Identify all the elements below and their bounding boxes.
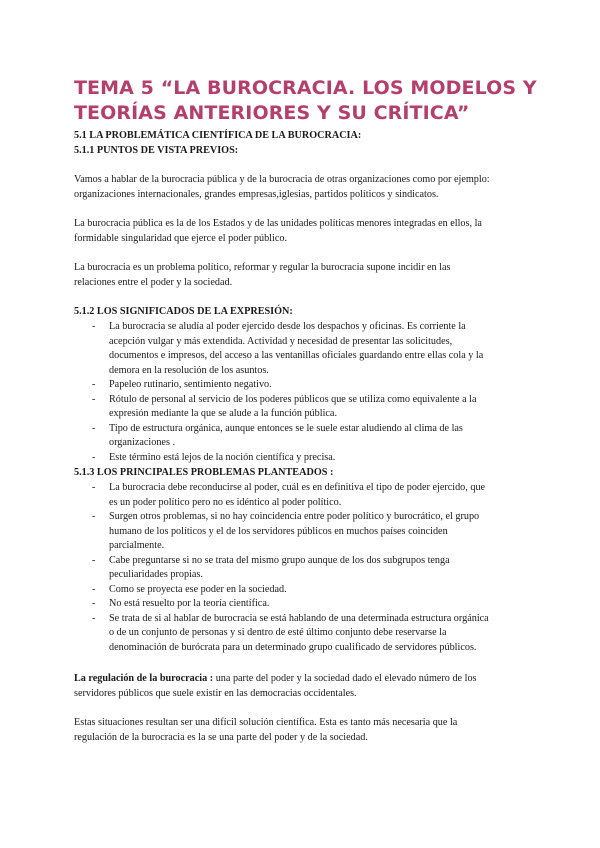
heading-5-1-1: 5.1.1 PUNTOS DE VISTA PREVIOS: [74,144,239,156]
paragraph-line: formidable singularidad que ejerce el poder público. [74,232,288,244]
dash-bullet: - [92,583,96,595]
list-item [92,481,532,510]
regulation-text: una parte del poder y la sociedad dado el elevado número de los [213,673,477,684]
heading-5-1-2: 5.1.2 LOS SIGNIFICADOS DE LA EXPRESIÓN: [74,306,293,317]
list-item-line: o de un conjunto de personas y si dentro de esté último conjunto debe reservarse la [109,627,447,638]
list-item-line: Se trata de si al hablar de burocracia se está hablando de una determinada estructura orgánica [109,612,489,624]
dash-bullet: - [92,321,96,332]
list-item [92,612,532,656]
dash-bullet: - [92,598,96,609]
paragraph-line: organizaciones internacionales, grandes empresas,iglesias, partidos políticos y sindicatos. [74,188,439,200]
paragraph-1 [74,173,524,202]
list-item-line: No está resuelto por la teoría científica. [109,598,270,609]
regulation-label: La regulación de la burocracia : [74,673,214,684]
list-item [92,320,532,378]
list-item-line: Papeleo rutinario, sentimiento negativo. [109,379,272,390]
list-item [92,378,532,393]
section-headings-5-1 [74,129,524,158]
list-item-line: La burocracia se aludía al poder ejercido desde los despachos y oficinas. Es corriente la [109,321,466,332]
list-item-line: denominación de burócrata para un determinado grupo cualificado de servidores públicos. [109,641,477,653]
dash-bullet: - [92,393,96,405]
list-item [92,510,532,554]
list-item-line: acepción vulgar y más extendida. Actividad y necesidad de presentar las solicitudes, [109,335,453,347]
list-item [92,554,532,583]
dash-bullet: - [92,482,96,493]
list-significados [92,320,532,465]
paragraph-line: regulación de la burocracia es la se una parte del poder y de la sociedad. [74,731,368,743]
paragraph-line [74,672,524,687]
list-item [92,583,532,598]
list-item [92,451,532,466]
list-item-line: Cabe preguntarse si no se trata del mismo grupo aunque de los dos subgrupos tenga [109,554,450,566]
list-item-line: Rótulo de personal al servicio de los poderes públicos que se utiliza como equivalente a la [109,393,477,405]
list-item-line: humano de los políticos y el de los servidores públicos en muchos países coinciden [109,525,448,537]
paragraph-line: Vamos a hablar de la burocracia pública y de la burocracia de otras organizaciones como por ejemplo: [74,174,490,185]
heading-5-1-3: 5.1.3 LOS PRINCIPALES PROBLEMAS PLANTEADOS : [74,467,334,478]
paragraph-2 [74,217,524,246]
list-item-line: peculiaridades propias. [109,569,203,580]
title-line-1: TEMA 5 “LA BUROCRACIA. LOS MODELOS Y [74,77,537,99]
list-item-line: Este término está lejos de la noción científica y precisa. [109,451,336,463]
list-item [92,422,532,451]
title-line-2: TEORÍAS ANTERIORES Y SU CRÍTICA” [74,102,470,124]
list-problemas [92,481,532,655]
heading-5-1: 5.1 LA PROBLEMÁTICA CIENTÍFICA DE LA BUROCRACIA: [74,130,362,141]
paragraph-final [74,716,524,745]
list-item-line: demora en la resolución de los asuntos. [109,364,269,376]
paragraph-regulation [74,672,524,701]
paragraph-line: relaciones entre el poder y la sociedad. [74,276,233,288]
page-title [74,76,544,126]
dash-bullet: - [92,451,96,463]
paragraph-3 [74,261,524,290]
dash-bullet: - [92,511,96,522]
list-item-line: expresión mediante la que se alude a la función pública. [109,408,338,419]
paragraph-line: La burocracia es un problema político, reformar y regular la burocracia supone incidir en las [74,262,451,273]
section-heading-5-1-3-wrap [74,466,524,481]
list-item-line: organizaciones . [109,437,176,448]
dash-bullet: - [92,554,96,566]
paragraph-line: La burocracia pública es la de los Estados y de las unidades políticas menores integradas en ellos, la [74,218,482,229]
list-item-line: Como se proyecta ese poder en la sociedad. [109,583,287,595]
dash-bullet: - [92,612,96,624]
dash-bullet: - [92,379,96,390]
list-item [92,393,532,422]
list-item-line: Surgen otros problemas, si no hay coincidencia entre poder político y burocrático, el grupo [109,511,480,522]
list-item-line: La burocracia debe reconducirse al poder, cuál es en definitiva el tipo de poder ejercido, que [109,482,486,493]
paragraph-line: Estas situaciones resultan ser una difícil solución científica. Esta es tanto más necesaria que la [74,717,458,728]
section-heading-5-1-2-wrap [74,305,524,320]
list-item-line: es un poder político pero no es idéntico al poder político. [109,496,342,508]
dash-bullet: - [92,422,96,434]
list-item-line: parcialmente. [109,540,165,551]
list-item [92,597,532,612]
list-item-line: documentos e impresos, del acceso a las ventanillas oficiales guardando entre ellas cola y la [109,350,484,361]
list-item-line: Tipo de estructura orgánica, aunque entonces se le suele estar aludiendo al clima de las [109,422,463,434]
paragraph-line: servidores públicos que suele existir en las democracias occidentales. [74,687,357,699]
